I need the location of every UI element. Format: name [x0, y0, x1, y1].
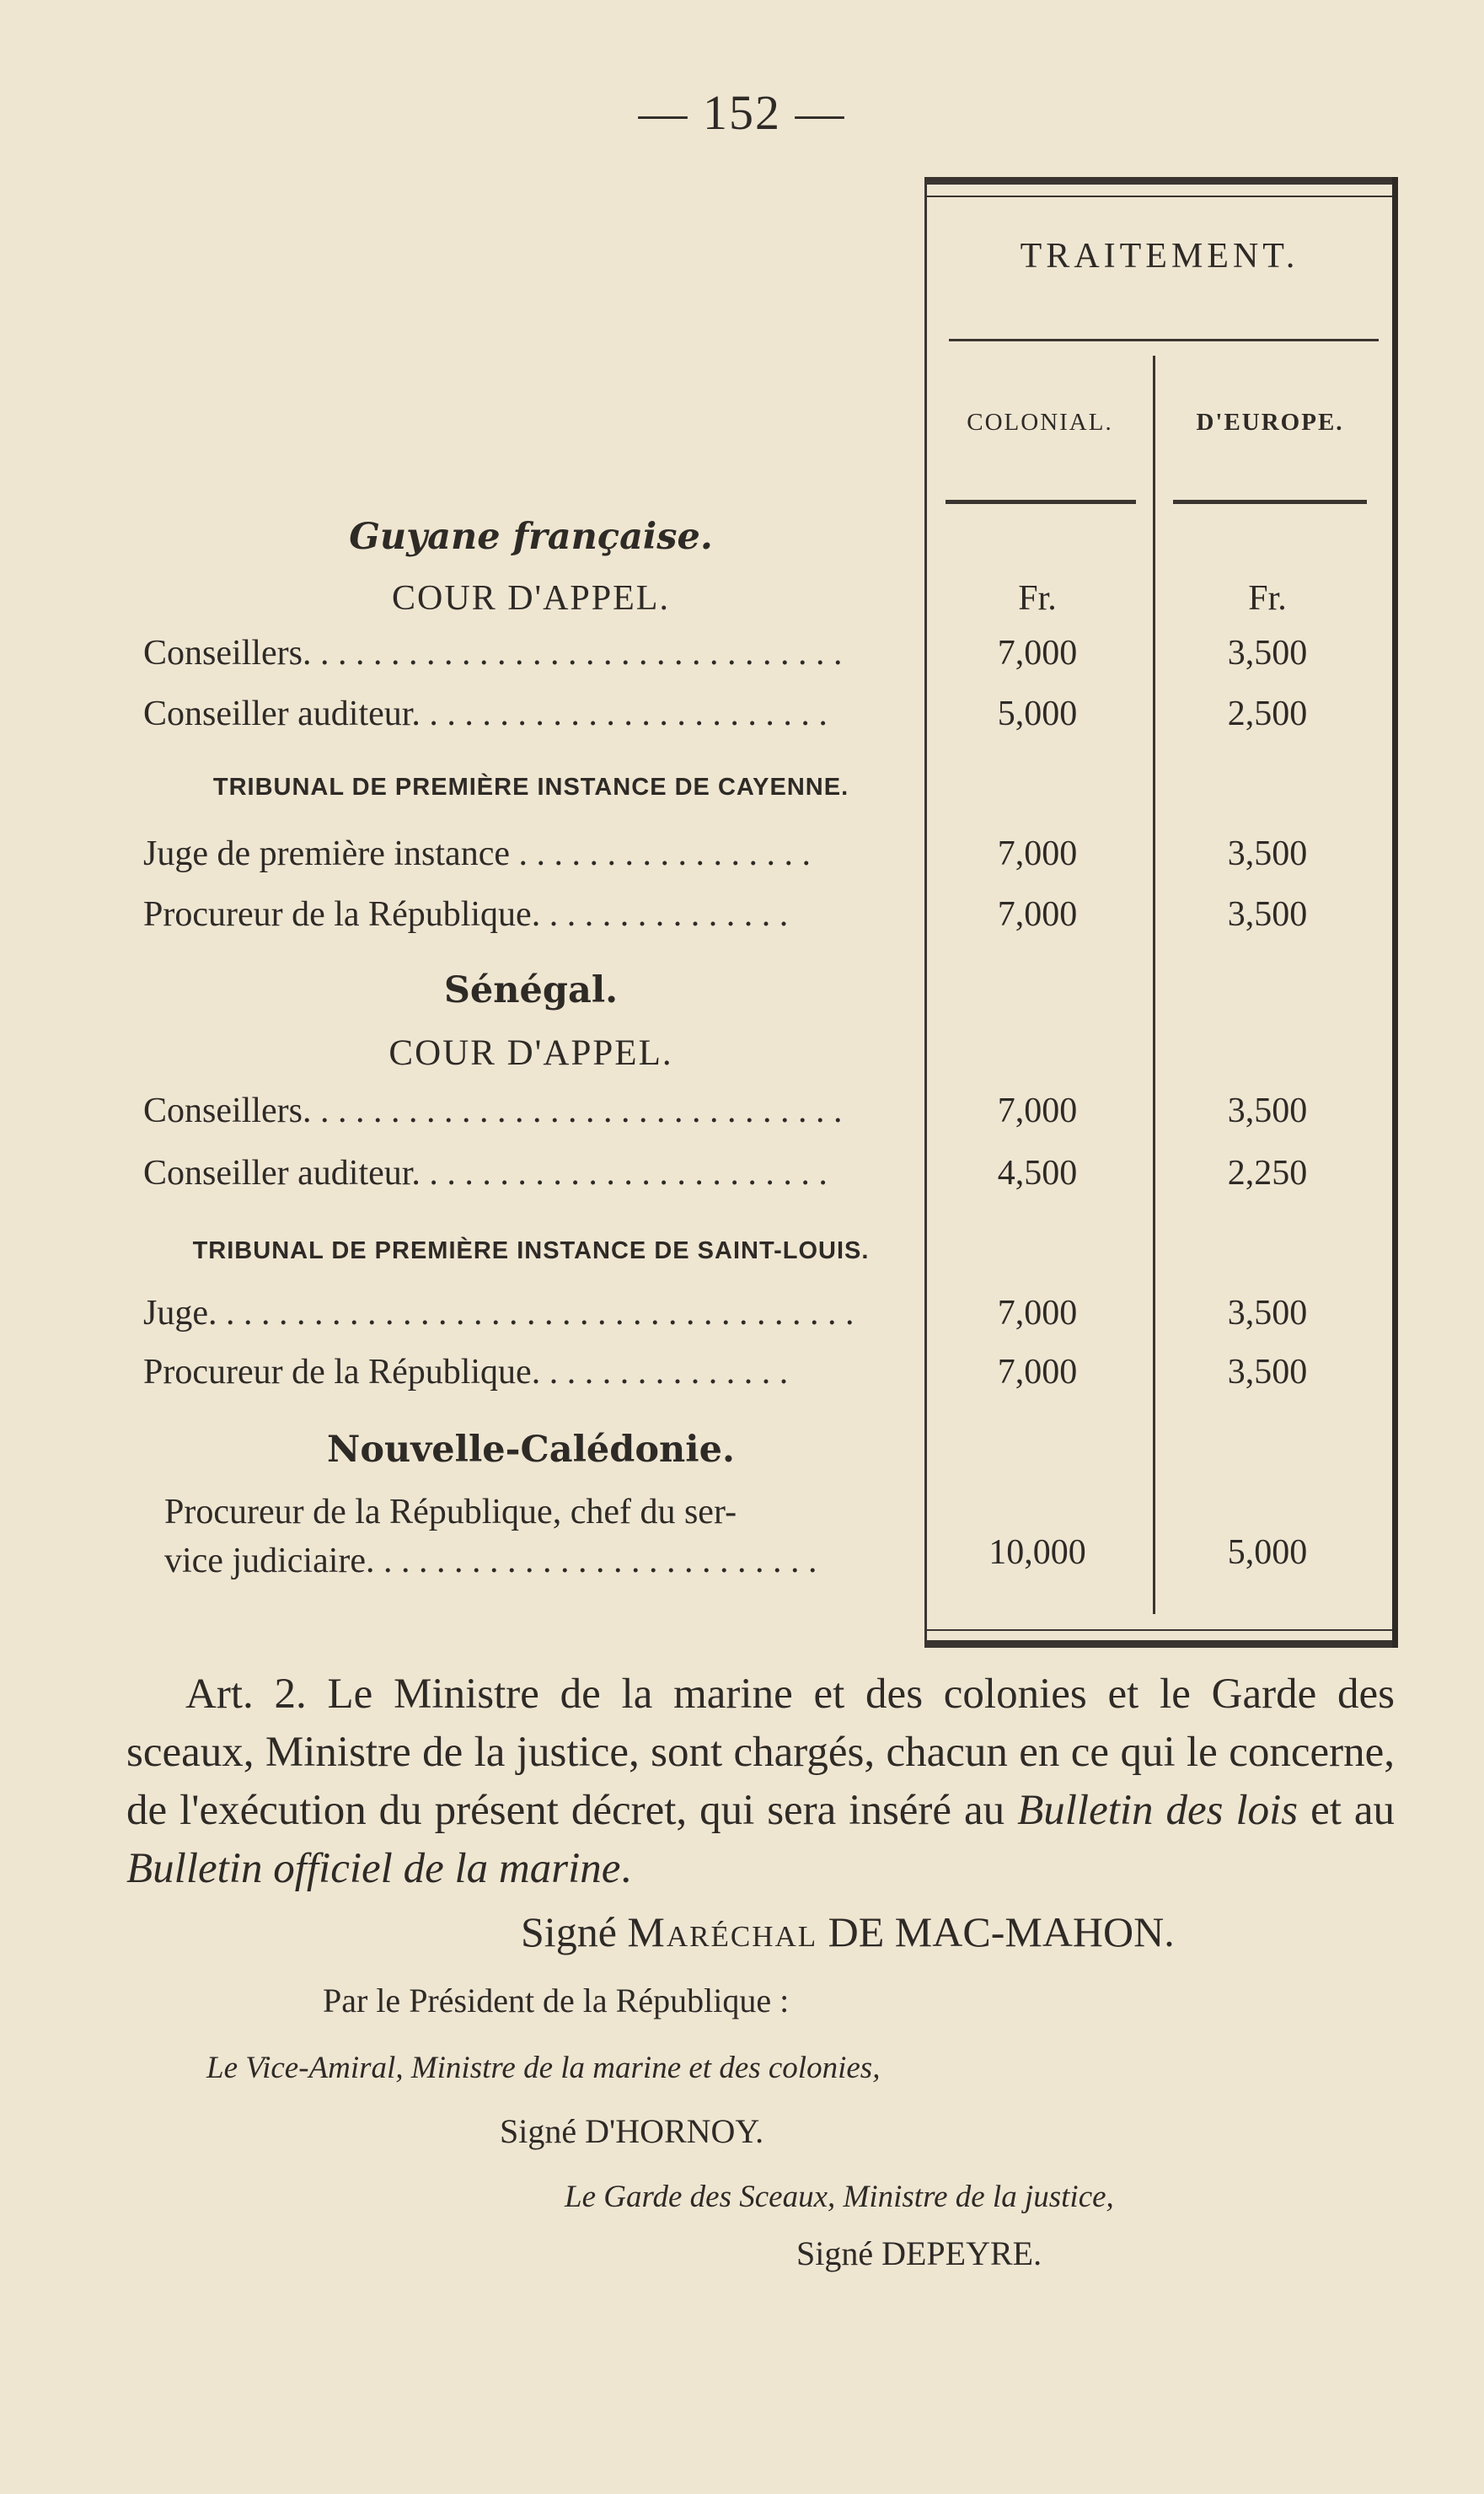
column-rule-colonial [946, 500, 1136, 504]
value-europe: 2,250 [1227, 1154, 1308, 1193]
row-label: Procureur de la République. . . . . . . . . . . . . . . [143, 1353, 789, 1392]
currency-colonial: Fr. [1018, 579, 1057, 618]
value-europe: 3,500 [1227, 834, 1308, 873]
row-label: Conseiller auditeur. . . . . . . . . . . . . . . . . . . . . . . . [143, 695, 828, 733]
value-europe: 3,500 [1227, 634, 1308, 673]
value-colonial: 7,000 [997, 1353, 1078, 1392]
table-top-rule [927, 177, 1392, 185]
value-colonial: 7,000 [997, 1091, 1078, 1130]
signed-prefix: Signé [521, 1908, 617, 1955]
table-row [143, 1148, 1390, 1199]
article-italic-bulletin-marine: Bulletin officiel de la marine [126, 1845, 621, 1892]
signature-hornoy: Signé D'HORNOY. [500, 2112, 764, 2150]
section-title-senegal: Sénégal. [443, 969, 619, 1011]
table-row [143, 1347, 1390, 1397]
table-row [143, 1288, 1390, 1338]
tribunal-heading-saint-louis: TRIBUNAL DE PREMIÈRE INSTANCE DE SAINT-LOUIS. [192, 1237, 870, 1264]
value-colonial: 7,000 [997, 834, 1078, 873]
table-row [143, 829, 1390, 879]
column-divider [1153, 356, 1155, 1614]
column-header-colonial: COLONIAL. [967, 409, 1113, 436]
par-le-president: Par le Président de la République : [323, 1982, 790, 2019]
header-rule [949, 339, 1379, 341]
page-number: — 152 — [638, 85, 846, 140]
row-label-line1: Procureur de la République, chef du ser- [164, 1493, 737, 1531]
column-header-europe: D'EUROPE. [1196, 409, 1344, 436]
section-title-guyane: Guyane française. [349, 516, 713, 558]
president-name: DE MAC-MAHON. [828, 1908, 1175, 1955]
row-label: Juge de première instance . . . . . . . . . . . . . . . . . [143, 834, 811, 873]
row-label: Conseillers. . . . . . . . . . . . . . . . . . . . . . . . . . . . . . . [143, 634, 843, 673]
currency-row [143, 573, 1390, 624]
court-heading: COUR D'APPEL. [392, 579, 670, 618]
row-label: Conseiller auditeur. . . . . . . . . . . . . . . . . . . . . . . . [143, 1154, 828, 1193]
value-colonial: 5,000 [997, 695, 1078, 733]
signature-president [521, 1907, 1175, 1956]
table-header: TRAITEMENT. [1020, 237, 1299, 276]
column-rule-europe [1173, 500, 1367, 504]
value-colonial: 7,000 [997, 895, 1078, 934]
article-text: et au [1298, 1787, 1395, 1834]
row-label: Juge. . . . . . . . . . . . . . . . . . . . . . . . . . . . . . . . . . . . . [143, 1294, 855, 1333]
tribunal-heading-cayenne: TRIBUNAL DE PREMIÈRE INSTANCE DE CAYENNE. [212, 774, 849, 801]
table-bottom-rule-thin [927, 1629, 1392, 1631]
vice-amiral-line: Le Vice-Amiral, Ministre de la marine et des colonies, [206, 2051, 881, 2085]
table-row [143, 889, 1390, 940]
table-row [143, 689, 1390, 739]
article-2-paragraph [126, 1665, 1395, 1898]
table-row-values [143, 1527, 1390, 1578]
value-colonial: 4,500 [997, 1154, 1078, 1193]
article-text: . [620, 1845, 632, 1892]
value-europe: 3,500 [1227, 1091, 1308, 1130]
table-row [143, 628, 1390, 678]
signature-depeyre: Signé DEPEYRE. [796, 2234, 1042, 2272]
garde-des-sceaux-line: Le Garde des Sceaux, Ministre de la justice, [565, 2180, 1114, 2214]
article-text: Art. 2. Le Ministre de la marine et des colonies et le Garde des sceaux, Ministre de la justice, sont chargés, chacun en ce qui le concerne, de l'exécution du présent décret, qui sera inséré au [126, 1671, 1395, 1834]
value-colonial: 10,000 [988, 1533, 1086, 1572]
table-top-rule-thin [927, 196, 1392, 197]
section-title-caledonie: Nouvelle-Calédonie. [327, 1429, 735, 1471]
article-italic-bulletin-lois: Bulletin des lois [1017, 1787, 1299, 1834]
row-label: Procureur de la République. . . . . . . . . . . . . . . [143, 895, 789, 934]
title-marechal: Maréchal [627, 1908, 818, 1955]
value-colonial: 7,000 [997, 634, 1078, 673]
value-europe: 3,500 [1227, 895, 1308, 934]
value-colonial: 7,000 [997, 1294, 1078, 1333]
currency-europe: Fr. [1248, 579, 1287, 618]
table-row [143, 1086, 1390, 1136]
value-europe: 3,500 [1227, 1353, 1308, 1392]
table-bottom-rule [927, 1640, 1392, 1648]
value-europe: 2,500 [1227, 695, 1308, 733]
value-europe: 3,500 [1227, 1294, 1308, 1333]
value-europe: 5,000 [1227, 1533, 1308, 1572]
row-label-line2: vice judiciaire. . . . . . . . . . . . . . . . . . . . . . . . . . [164, 1542, 817, 1580]
court-heading: COUR D'APPEL. [388, 1033, 673, 1073]
row-label: Conseillers. . . . . . . . . . . . . . . . . . . . . . . . . . . . . . . [143, 1091, 843, 1130]
